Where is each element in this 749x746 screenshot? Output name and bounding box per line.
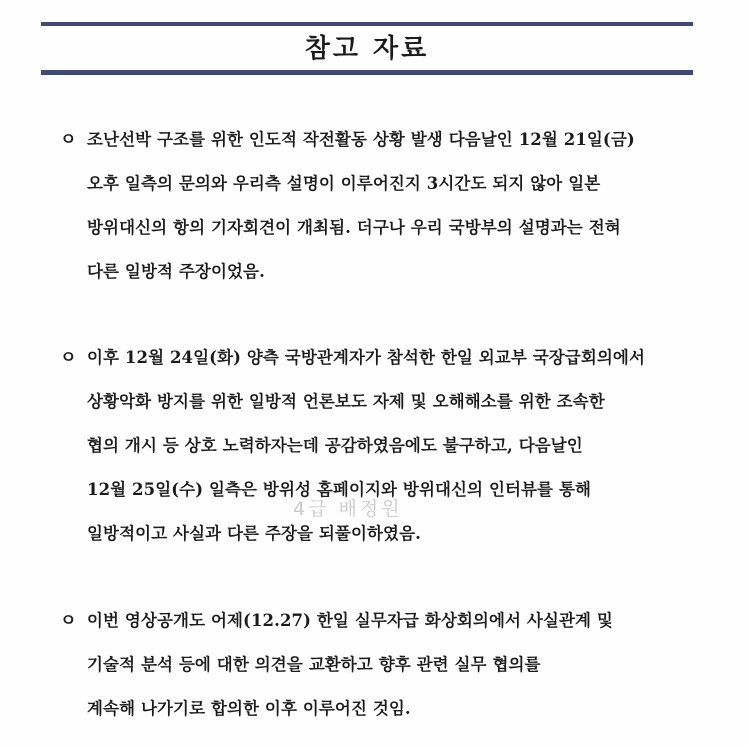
paragraph-line: 협의 개시 등 상호 노력하자는데 공감하였음에도 불구하고, 다음날인 xyxy=(87,436,583,455)
watermark-text: 4급 배정원 xyxy=(293,498,403,520)
bullet-marker: ㅇ xyxy=(60,130,77,150)
paragraph-line: 이번 영상공개도 어제(12.27) 한일 실무자급 화상회의에서 사실관계 및 xyxy=(87,611,613,630)
paragraph-line: 12월 25일(수) 일측은 방위성 홈페이지와 방위대신의 인터뷰를 통해 xyxy=(87,480,592,499)
paragraph-line: 조난선박 구조를 위한 인도적 작전활동 상황 발생 다음날인 12월 21일(금) xyxy=(87,130,635,149)
header-top-rule xyxy=(41,22,693,26)
paragraph-line: 오후 일측의 문의와 우리측 설명이 이루어진지 3시간도 되지 않아 일본 xyxy=(87,174,601,193)
paragraph-line: 계속해 나가기로 합의한 이후 이루어진 것임. xyxy=(87,699,411,718)
paragraph-line: 일방적이고 사실과 다른 주장을 되풀이하였음. xyxy=(87,524,421,543)
bullet-marker: ㅇ xyxy=(60,611,77,631)
paragraph-line: 상황악화 방지를 위한 일방적 언론보도 자제 및 오해해소를 위한 조속한 xyxy=(87,392,605,411)
paragraph-line: 기술적 분석 등에 대한 의견을 교환하고 향후 관련 실무 협의를 xyxy=(87,655,541,674)
page-title: 참고 자료 xyxy=(304,34,430,64)
bullet-marker: ㅇ xyxy=(60,348,77,368)
paragraph-line: 방위대신의 항의 기자회견이 개최됨. 더구나 우리 국방부의 설명과는 전혀 xyxy=(87,218,621,237)
paragraph-line: 이후 12월 24일(화) 양측 국방관계자가 참석한 한일 외교부 국장급회의에서 xyxy=(87,348,645,367)
header-bottom-rule xyxy=(41,70,693,75)
paragraph-line: 다른 일방적 주장이었음. xyxy=(87,262,265,281)
